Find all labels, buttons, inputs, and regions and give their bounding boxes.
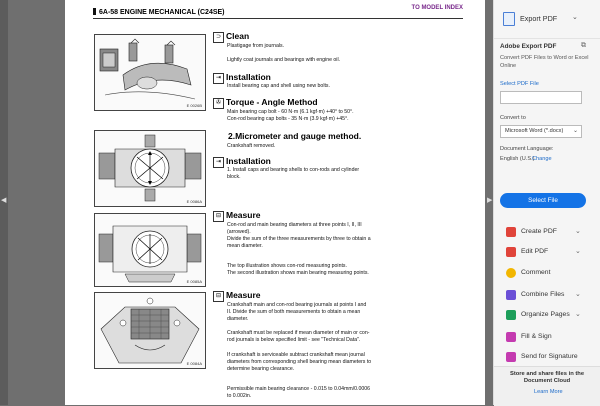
figure-main-bore bbox=[94, 213, 206, 287]
section-line: block. bbox=[227, 174, 241, 180]
export-pdf-header[interactable] bbox=[494, 0, 600, 39]
export-pdf-icon bbox=[503, 12, 515, 26]
send-signature-icon bbox=[506, 352, 516, 362]
model-index-link[interactable]: TO MODEL INDEX bbox=[411, 5, 463, 11]
section-line: The top illustration shows con-rod measuring points. bbox=[227, 263, 347, 269]
section-line: Divide the sum of the three measurements by three to obtain a bbox=[227, 236, 371, 242]
change-language-link[interactable]: Change bbox=[532, 156, 552, 162]
chevron-down-icon[interactable]: ⌄ bbox=[575, 248, 581, 255]
adobe-export-title: Adobe Export PDF bbox=[500, 43, 557, 50]
copy-icon[interactable]: ⧉ bbox=[581, 42, 586, 49]
select-pdf-field[interactable] bbox=[500, 91, 582, 104]
section-title: Clean bbox=[226, 31, 250, 41]
chevron-down-icon[interactable]: ⌄ bbox=[575, 291, 581, 298]
tool-comment[interactable] bbox=[494, 263, 600, 283]
section-icon: ⇥ bbox=[213, 73, 224, 84]
figure-code: E 0085A bbox=[186, 279, 202, 284]
combine-files-icon bbox=[506, 290, 516, 300]
document-cloud-promo bbox=[494, 366, 600, 406]
section-line: Install bearing cap and shell using new bolts. bbox=[227, 83, 330, 89]
page-header-title: 6A-58 ENGINE MECHANICAL (C24SE) bbox=[99, 9, 225, 16]
tool-label: Fill & Sign bbox=[521, 333, 552, 340]
conrod-bore-illustration bbox=[95, 131, 205, 206]
section-line: mean diameter. bbox=[227, 243, 263, 249]
figure-code: E 0084A bbox=[186, 361, 202, 366]
tool-label: Edit PDF bbox=[521, 248, 549, 255]
select-file-button[interactable]: Select File bbox=[500, 193, 586, 208]
tool-label: Organize Pages bbox=[521, 311, 570, 318]
tools-panel bbox=[493, 0, 600, 405]
section-line: Crankshaft main and con-rod bearing journals at points I and bbox=[227, 302, 367, 308]
tool-label: Create PDF bbox=[521, 228, 557, 235]
section-line: Main bearing cap bolt - 60 N·m (6.1 kgf·m) +40° to 50°. bbox=[227, 109, 354, 115]
section-line: Lightly coat journals and bearings with engine oil. bbox=[227, 57, 341, 63]
create-pdf-icon bbox=[506, 227, 516, 237]
section-icon: ⊃ bbox=[213, 32, 224, 43]
section-line: Crankshaft removed. bbox=[227, 143, 276, 149]
tool-edit-pdf[interactable] bbox=[494, 242, 600, 262]
section-title: Measure bbox=[226, 290, 261, 300]
section-icon: ⊟ bbox=[213, 291, 224, 302]
section-line: diameter. bbox=[227, 316, 249, 322]
section-line: Plastigage from journals. bbox=[227, 43, 285, 49]
export-pdf-title[interactable]: Export PDF bbox=[520, 14, 558, 23]
chevron-down-icon[interactable]: ⌄ bbox=[575, 311, 581, 318]
section-title: 2.Micrometer and gauge method. bbox=[228, 131, 362, 141]
convert-to-select[interactable] bbox=[500, 125, 582, 138]
section-line: 1. Install caps and bearing shells to con-rods and cylinder bbox=[227, 167, 360, 173]
section-line: to 0.002in. bbox=[227, 393, 252, 399]
figure-code: E 0086A bbox=[186, 199, 202, 204]
crank-journal-illustration bbox=[95, 293, 205, 368]
tool-label: Send for Signature bbox=[521, 353, 578, 360]
page-header bbox=[93, 5, 463, 19]
section-line: diameters from corresponding shell bearing mean diameters to bbox=[227, 359, 372, 365]
bearing-cap-illustration bbox=[95, 35, 205, 110]
fill-sign-icon bbox=[506, 332, 516, 342]
adobe-export-description: Convert PDF Files to Word or Excel Online bbox=[500, 55, 589, 69]
main-bore-illustration bbox=[95, 214, 205, 286]
section-line: II. Divide the sum of both measurements to obtain a mean bbox=[227, 309, 361, 315]
section-line: The second illustration shows main bearing measuring points. bbox=[227, 270, 369, 276]
tool-organize-pages[interactable] bbox=[494, 305, 600, 325]
section-line: (arrowed). bbox=[227, 229, 251, 235]
edit-pdf-icon bbox=[506, 247, 516, 257]
figure-conrod-bore bbox=[94, 130, 206, 207]
tool-fill-sign[interactable] bbox=[494, 327, 600, 347]
chevron-down-icon[interactable]: ⌄ bbox=[575, 228, 581, 235]
promo-text: Store and share files in the Document Cloud bbox=[509, 371, 585, 384]
section-title: Installation bbox=[226, 156, 271, 166]
pdf-page bbox=[65, 0, 485, 405]
left-collapse-arrow-icon[interactable]: ◀ bbox=[1, 197, 7, 204]
figure-code: E 0026B bbox=[186, 103, 202, 108]
tool-send-for-signature[interactable] bbox=[494, 347, 600, 367]
convert-to-label: Convert to bbox=[500, 115, 526, 121]
tool-create-pdf[interactable] bbox=[494, 222, 600, 242]
section-line: rod journals is below specified limit - see "Technical Data". bbox=[227, 337, 361, 343]
section-line: Permissible main bearing clearance - 0.015 to 0.04mm/0.0006 bbox=[227, 386, 371, 392]
section-line: Crankshaft must be replaced if mean diameter of main or con- bbox=[227, 330, 370, 336]
section-line: Con-rod bearing cap bolts - 35 N·m (3.9 kgf·m) +45°. bbox=[227, 116, 349, 122]
section-line: If crankshaft is serviceable subtract crankshaft mean journal bbox=[227, 352, 365, 358]
section-line: Con-rod and main bearing diameters at three points I, II, III bbox=[227, 222, 362, 228]
select-pdf-link[interactable]: Select PDF File bbox=[500, 81, 539, 87]
tool-label: Combine Files bbox=[521, 291, 565, 298]
section-line: determine bearing clearance. bbox=[227, 366, 295, 372]
left-scroll-edge[interactable] bbox=[0, 0, 8, 405]
panel-collapse-arrow-icon[interactable]: ▶ bbox=[487, 197, 493, 204]
section-icon: ⊟ bbox=[213, 211, 224, 222]
section-icon: ✇ bbox=[213, 98, 224, 109]
document-language-value: English (U.S.) bbox=[500, 156, 535, 162]
section-title: Measure bbox=[226, 210, 261, 220]
chevron-down-icon: ⌄ bbox=[572, 128, 578, 134]
learn-more-link[interactable]: Learn More bbox=[534, 389, 563, 395]
section-icon: ⇥ bbox=[213, 157, 224, 168]
organize-pages-icon bbox=[506, 310, 516, 320]
section-title: Installation bbox=[226, 72, 271, 82]
tool-combine-files[interactable] bbox=[494, 285, 600, 305]
comment-icon bbox=[506, 268, 516, 278]
tool-label: Comment bbox=[521, 269, 551, 276]
figure-bearing-cap bbox=[94, 34, 206, 111]
convert-to-value: Microsoft Word (*.docx) bbox=[505, 128, 564, 134]
figure-crank-journal bbox=[94, 292, 206, 369]
document-language-label: Document Language: bbox=[500, 146, 554, 152]
chevron-down-icon[interactable]: ⌄ bbox=[572, 14, 578, 21]
section-title: Torque - Angle Method bbox=[226, 97, 318, 107]
